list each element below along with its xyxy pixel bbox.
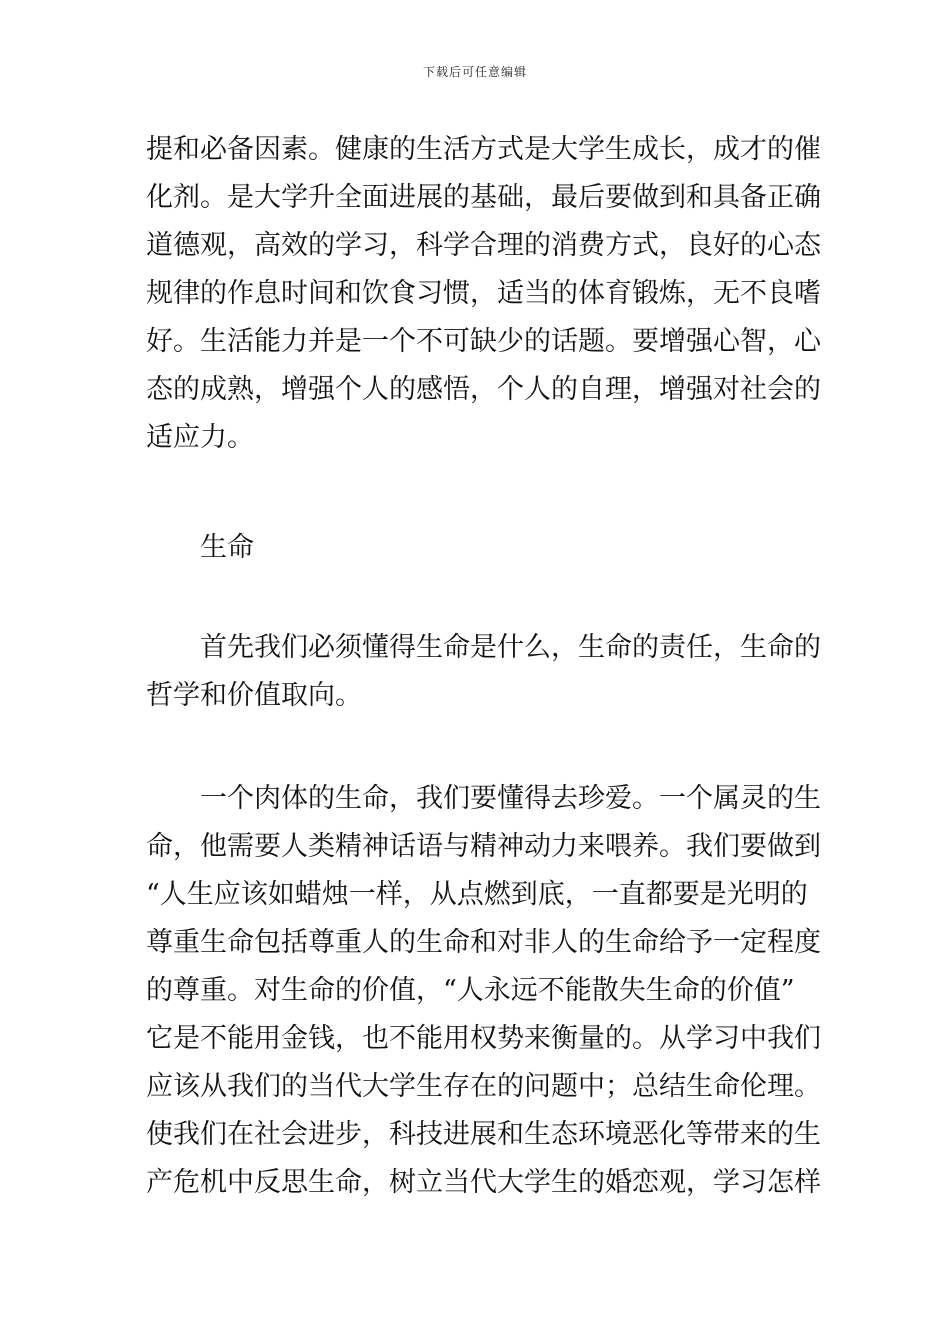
text-line: 首先我们必须懂得生命是什么，生命的责任，生命的 xyxy=(200,632,821,663)
text-line: 使我们在社会进步，科技进展和生态环境恶化等带来的生 xyxy=(146,1119,821,1150)
text-line: 哲学和价值取向。 xyxy=(146,680,362,711)
text-line: 它是不能用金钱，也不能用权势来衡量的。从学习中我们 xyxy=(146,1023,821,1054)
paragraph-cherish-life xyxy=(146,775,821,1207)
text-line: 适应力。 xyxy=(146,422,254,453)
paragraph-what-is-life xyxy=(146,624,821,720)
text-line: 化剂。是大学升全面进展的基础，最后要做到和具备正确 xyxy=(146,182,821,213)
text-line: 命，他需要人类精神话语与精神动力来喂养。我们要做到 xyxy=(146,831,821,862)
text-line: 尊重生命包括尊重人的生命和对非人的生命给予一定程度 xyxy=(146,927,821,958)
text-line: 一个肉体的生命，我们要懂得去珍爱。一个属灵的生 xyxy=(200,783,821,814)
text-line: 态的成熟，增强个人的感悟，个人的自理，增强对社会的 xyxy=(146,374,821,405)
text-line: 应该从我们的当代大学生存在的问题中；总结生命伦理。 xyxy=(146,1071,821,1102)
page-header: 下载后可任意编辑 xyxy=(422,65,527,79)
text-line: 提和必备因素。健康的生活方式是大学生成长，成才的催 xyxy=(146,134,821,165)
text-line: 产危机中反思生命，树立当代大学生的婚恋观，学习怎样 xyxy=(146,1167,821,1198)
text-line: 道德观，高效的学习，科学合理的消费方式，良好的心态 xyxy=(146,230,821,261)
text-line: 好。生活能力并是一个不可缺少的话题。要增强心智，心 xyxy=(146,326,821,357)
paragraph-healthy-lifestyle xyxy=(146,126,821,462)
text-line: 的尊重。对生命的价值，“人永远不能散失生命的价值” xyxy=(146,975,795,1006)
section-heading-life xyxy=(146,524,808,572)
text-line: 规律的作息时间和饮食习惯，适当的体育锻炼，无不良嗜 xyxy=(146,278,821,309)
text-line: “人生应该如蜡烛一样，从点燃到底，一直都要是光明的 xyxy=(146,879,808,910)
section-heading: 生命 xyxy=(200,532,254,563)
